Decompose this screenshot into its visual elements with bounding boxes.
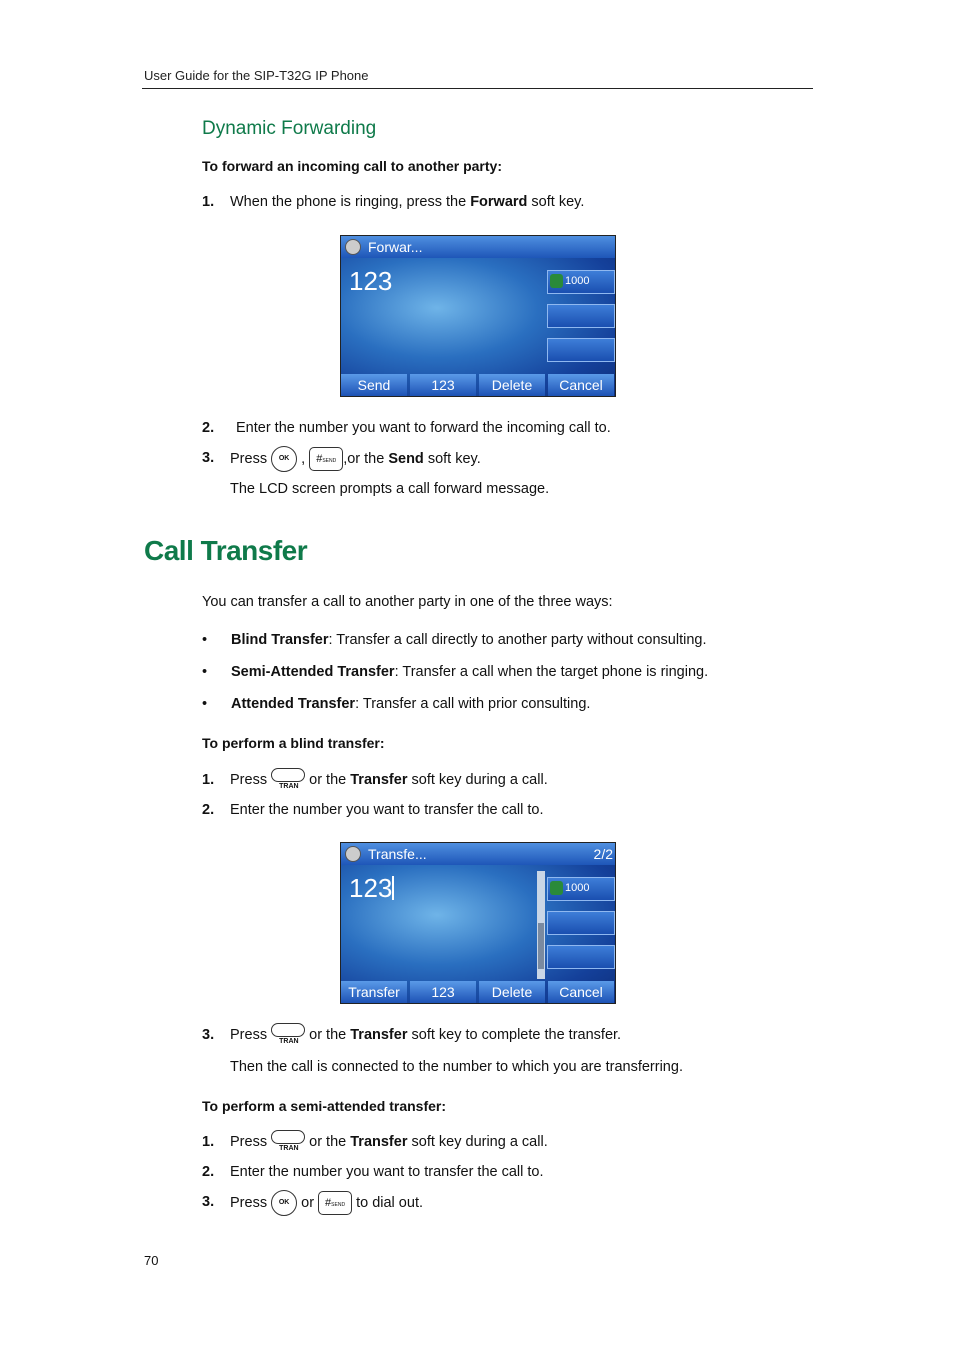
- lcd-title: Transfe...: [368, 846, 427, 862]
- hash-send-key-icon: [309, 447, 343, 471]
- line-key-1: [547, 270, 615, 294]
- softkey-123: 123: [410, 374, 476, 396]
- bullet-dot: •: [202, 696, 208, 712]
- step-text-post: soft key during a call.: [407, 1133, 548, 1150]
- step-number: 3.: [202, 1027, 215, 1043]
- phone-handset-icon: [550, 274, 563, 288]
- step-text-pre: Press: [230, 450, 268, 467]
- step-number: 1.: [202, 1134, 215, 1150]
- tran-key-icon: [271, 768, 305, 792]
- hash-sub-label: SEND: [331, 1202, 346, 1208]
- ok-key-icon: OK: [271, 1190, 297, 1216]
- transfer-key-label: Transfer: [350, 771, 408, 788]
- lcd-dialed-digits: [349, 873, 394, 904]
- hash-send-key-icon: [318, 1191, 352, 1215]
- bullet-desc: : Transfer a call directly to another party without consulting.: [328, 632, 707, 648]
- bullet-text: [231, 632, 707, 648]
- step-text: [230, 194, 584, 210]
- softkey-cancel: Cancel: [548, 981, 614, 1003]
- phone-handset-icon: [550, 881, 563, 895]
- step-text-mid: or the: [305, 1026, 351, 1043]
- text-cursor: [392, 876, 394, 900]
- transfer-intro: You can transfer a call to another party in one of the three ways:: [202, 594, 613, 610]
- step-number: 1.: [202, 194, 215, 210]
- bullet-term: Semi-Attended Transfer: [231, 664, 395, 680]
- heading-dynamic-forwarding: Dynamic Forwarding: [202, 118, 377, 139]
- step-number: 3.: [202, 450, 215, 466]
- line-key-2: [547, 911, 615, 935]
- blind-transfer-note: Then the call is connected to the number to which you are transferring.: [230, 1059, 683, 1075]
- softkey-cancel: Cancel: [548, 374, 614, 396]
- step-text-mid: or: [297, 1194, 319, 1211]
- step-text-pre: When the phone is ringing, press the: [230, 194, 471, 210]
- page-number: 70: [144, 1253, 159, 1268]
- step-text-post: soft key during a call.: [407, 771, 548, 788]
- lcd-page-indicator: 2/2: [593, 846, 613, 862]
- line-key-1: [547, 877, 615, 901]
- step-number: 1.: [202, 772, 215, 788]
- step-text: [230, 1190, 423, 1216]
- forward-key-label: Forward: [470, 194, 528, 210]
- digits-text: 123: [349, 873, 393, 903]
- hash-glyph: #: [316, 453, 323, 465]
- step-text: Enter the number you want to transfer the call to.: [230, 1164, 544, 1180]
- bullet-dot: •: [202, 664, 208, 680]
- lcd-title: Forwar...: [368, 239, 423, 255]
- step-text: [230, 446, 481, 472]
- softkey-delete: Delete: [479, 374, 545, 396]
- tran-key-icon: [271, 1023, 305, 1047]
- step-text: Enter the number you want to forward the incoming call to.: [236, 420, 611, 436]
- step-text: [230, 768, 548, 792]
- line-label: 1000: [565, 275, 590, 287]
- tran-key-label: TRAN: [279, 1038, 299, 1045]
- send-key-label: Send: [388, 450, 424, 467]
- step-text-post: to dial out.: [352, 1194, 423, 1211]
- heading-call-transfer: Call Transfer: [144, 535, 308, 566]
- step-text-mid: or the: [305, 1133, 351, 1150]
- lcd-title-bar: [341, 843, 615, 865]
- phone-status-icon: [345, 846, 361, 862]
- step-sep: ,: [301, 450, 306, 467]
- step-text-mid: or the: [305, 771, 351, 788]
- procedure-title-blind: To perform a blind transfer:: [202, 735, 385, 751]
- step-text-pre: Press: [230, 771, 268, 788]
- step-text-post: soft key to complete the transfer.: [407, 1026, 622, 1043]
- scrollbar-thumb: [538, 923, 544, 969]
- tran-key-label: TRAN: [279, 783, 299, 790]
- procedure-title-forward: To forward an incoming call to another party:: [202, 158, 502, 174]
- bullet-desc: : Transfer a call with prior consulting.: [355, 696, 591, 712]
- procedure-title-semi: To perform a semi-attended transfer:: [202, 1098, 447, 1114]
- step-number: 2.: [202, 420, 215, 436]
- forward-note: The LCD screen prompts a call forward message.: [230, 481, 550, 497]
- bullet-term: Attended Transfer: [231, 696, 356, 712]
- phone-status-icon: [345, 239, 361, 255]
- hash-sub-label: SEND: [322, 458, 337, 464]
- transfer-key-label: Transfer: [350, 1026, 408, 1043]
- transfer-lcd-screenshot: [340, 842, 616, 1004]
- step-text: [230, 1023, 621, 1047]
- step-text-post: soft key.: [423, 450, 481, 467]
- header-rule: [142, 88, 813, 89]
- running-header: User Guide for the SIP-T32G IP Phone: [144, 68, 369, 83]
- step-text-pre: Press: [230, 1194, 268, 1211]
- lcd-dialed-digits: 123: [349, 266, 393, 296]
- step-number: 2.: [202, 1164, 215, 1180]
- tran-key-button: [271, 1130, 305, 1144]
- bullet-desc: : Transfer a call when the target phone is ringing.: [394, 664, 709, 680]
- step-number: 3.: [202, 1194, 215, 1210]
- bullet-term: Blind Transfer: [231, 632, 329, 648]
- softkey-delete: Delete: [479, 981, 545, 1003]
- softkey-transfer: Transfer: [341, 981, 407, 1003]
- ok-key-icon: OK: [271, 446, 297, 472]
- step-text: Enter the number you want to transfer the call to.: [230, 802, 544, 818]
- step-text-pre: Press: [230, 1133, 268, 1150]
- step-number: 2.: [202, 802, 215, 818]
- line-key-2: [547, 304, 615, 328]
- step-text-post: soft key.: [527, 194, 585, 210]
- tran-key-button: [271, 768, 305, 782]
- step-text-pre: Press: [230, 1026, 268, 1043]
- bullet-text: [231, 664, 708, 680]
- tran-key-label: TRAN: [279, 1145, 299, 1152]
- tran-key-button: [271, 1023, 305, 1037]
- lcd-scrollbar: [537, 871, 545, 979]
- hash-glyph: #: [325, 1197, 332, 1209]
- transfer-key-label: Transfer: [350, 1133, 408, 1150]
- line-key-3: [547, 945, 615, 969]
- softkey-send: Send: [341, 374, 407, 396]
- line-key-3: [547, 338, 615, 362]
- line-label: 1000: [565, 882, 590, 894]
- forward-lcd-screenshot: [340, 235, 616, 397]
- step-text-mid: ,or the: [343, 450, 389, 467]
- bullet-text: [231, 696, 590, 712]
- tran-key-icon: [271, 1130, 305, 1154]
- lcd-title-bar: [341, 236, 615, 258]
- bullet-dot: •: [202, 632, 208, 648]
- step-text: [230, 1130, 548, 1154]
- softkey-123: 123: [410, 981, 476, 1003]
